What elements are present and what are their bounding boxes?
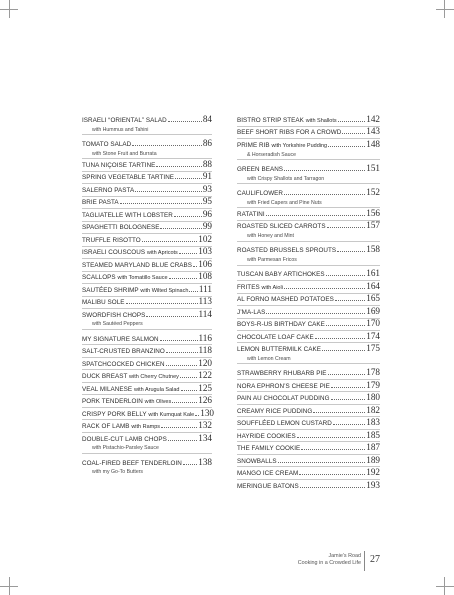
entry-title: COAL-FIRED BEEF TENDERLOIN (82, 459, 182, 467)
toc-entry (82, 309, 212, 329)
entry-page: 102 (198, 233, 212, 244)
entry-title-small: with Apricots (146, 250, 178, 257)
entry-page: 183 (366, 417, 380, 428)
entry-title-small: with Olives (144, 399, 172, 406)
crop-mark (0, 586, 18, 587)
entry-title: TUSCAN BABY ARTICHOKES (237, 271, 325, 279)
toc-entry (237, 281, 380, 293)
toc-entry (237, 367, 380, 379)
entry-title: GREEN BEANS (237, 165, 284, 173)
toc-entry (82, 296, 212, 308)
crop-mark (0, 9, 18, 10)
toc-entry (237, 442, 380, 454)
entry-title: DOUBLE-CUT LAMB CHOPS (82, 435, 167, 443)
entry-title: FRITES with Aioli (237, 283, 283, 291)
entry-title: THE FAMILY COOKIE (237, 445, 301, 453)
toc-entry (82, 370, 212, 382)
book-title-line1: Jamie’s Road (328, 553, 361, 559)
toc-entry (82, 333, 212, 345)
entry-title-small: with Kumquat Kale (148, 411, 195, 418)
entry-page: 170 (366, 318, 380, 329)
toc-entry (82, 345, 212, 357)
toc-entry (82, 221, 212, 233)
toc-left-column (82, 114, 215, 477)
entry-page: 151 (366, 162, 380, 173)
toc-entry (237, 331, 380, 343)
entry-title: J’MA-LAS (237, 308, 266, 316)
entry-title: ISRAELI COUSCOUS with Apricots (82, 249, 178, 257)
entry-title: BEEF SHORT RIBS FOR A CROWD (237, 129, 342, 137)
entry-page: 164 (366, 280, 380, 291)
entry-page: 93 (202, 183, 212, 194)
entry-page: 178 (366, 367, 380, 378)
entry-title: ROASTED BRUSSELS SPROUTS (237, 247, 337, 255)
entry-page: 189 (366, 454, 380, 465)
entry-title: RACK OF LAMB with Ramps (82, 423, 161, 431)
entry-title: TAGLIATELLE WITH LOBSTER (82, 211, 173, 219)
entry-title-small: with Cherry Chutney (129, 374, 179, 381)
entry-page: 88 (202, 158, 212, 169)
entry-page: 143 (366, 126, 380, 137)
toc-entry (237, 405, 380, 417)
entry-page: 180 (366, 392, 380, 403)
toc-entry (82, 138, 212, 158)
entry-page: 126 (198, 395, 212, 406)
entry-title: MANGO ICE CREAM (237, 470, 299, 478)
entry-page: 91 (202, 171, 212, 182)
entry-page: 185 (366, 429, 380, 440)
entry-subtitle: with Parmesan Fricos (247, 257, 297, 264)
entry-title: STRAWBERRY RHUBARB PIE (237, 370, 327, 378)
toc-entry (237, 163, 380, 183)
toc-entry (82, 196, 212, 208)
entry-title: TRUFFLE RISOTTO (82, 236, 141, 244)
toc-entry (237, 126, 380, 138)
entry-title: SPAGHETTI BOLOGNESE (82, 224, 160, 232)
toc-entry (237, 343, 380, 363)
entry-title: SNOWBALLS (237, 457, 277, 465)
toc-entry (82, 259, 212, 271)
entry-page: 148 (366, 138, 380, 149)
entry-title: TUNA NIÇOISE TARTINE (82, 161, 156, 169)
entry-title: SCALLOPS with Tomatillo Sauce (82, 274, 168, 282)
entry-title-small: with Ramps (131, 424, 161, 431)
entry-page: 161 (366, 268, 380, 279)
entry-page: 157 (366, 220, 380, 231)
toc-entry (82, 234, 212, 246)
entry-page: 130 (200, 407, 215, 418)
toc-entry (237, 467, 380, 479)
toc-entry (82, 171, 212, 183)
entry-page: 86 (202, 137, 212, 148)
toc-entry (237, 114, 380, 126)
entry-page: 156 (366, 207, 380, 218)
entry-title: HAYRIDE COOKIES (237, 432, 296, 440)
entry-title: CRISPY PORK BELLY with Kumquat Kale (82, 410, 195, 418)
toc-entry (82, 457, 212, 477)
toc-entry (237, 380, 380, 392)
toc-entry (237, 306, 380, 318)
entry-title: MY SIGNATURE SALMON (82, 335, 159, 343)
entry-title: ROASTED SLICED CARROTS (237, 223, 326, 231)
entry-title: SPRING VEGETABLE TARTINE (82, 174, 175, 182)
entry-subtitle: with Sautéed Peppers (92, 321, 143, 328)
entry-subtitle: & Horseradish Sauce (247, 151, 297, 158)
toc-entry (237, 392, 380, 404)
entry-title: STEAMED MARYLAND BLUE CRABS (82, 261, 193, 269)
toc-entry (237, 318, 380, 330)
toc-entry (82, 395, 212, 407)
page-footer (287, 551, 381, 571)
entry-title: VEAL MILANESE with Arugula Salad (82, 385, 180, 393)
footer-divider (364, 551, 365, 571)
entry-page: 192 (366, 467, 380, 478)
entry-page: 125 (198, 382, 212, 393)
entry-title: MERINGUE BATONS (237, 482, 299, 490)
entry-subtitle: with Fried Capers and Pine Nuts (247, 199, 322, 206)
entry-page: 103 (198, 246, 212, 257)
entry-page: 96 (202, 208, 212, 219)
entry-page: 182 (366, 404, 380, 415)
entry-title: LEMON BUTTERMILK CAKE (237, 346, 321, 354)
crop-mark (436, 586, 454, 587)
entry-title: CHOCOLATE LOAF CAKE (237, 333, 314, 341)
toc-entry (82, 184, 212, 196)
entry-title: SWORDFISH CHOPS (82, 311, 146, 319)
entry-title: ISRAELI “ORIENTAL” SALAD (82, 117, 167, 124)
entry-title: PORK TENDERLOIN with Olives (82, 398, 172, 406)
entry-page: 113 (198, 296, 212, 307)
toc-entry (237, 208, 380, 220)
toc-entry (82, 358, 212, 370)
toc-entry (82, 271, 212, 283)
entry-page: 114 (198, 308, 212, 319)
entry-title-small: with Wilted Spinach (140, 287, 189, 294)
entry-title: PAIN AU CHOCOLAT PUDDING (237, 395, 330, 403)
entry-title: SALERNO PASTA (82, 186, 135, 194)
entry-page: 118 (198, 345, 212, 356)
entry-page: 142 (366, 114, 380, 124)
entry-title: TOMATO SALAD (82, 140, 132, 148)
entry-page: 138 (198, 456, 212, 467)
toc-entry (237, 220, 380, 240)
toc-entry (237, 293, 380, 305)
toc-entry (237, 480, 380, 492)
entry-subtitle: with Stone Fruit and Burrata (92, 150, 157, 157)
entry-page: 122 (198, 370, 212, 381)
entry-page: 158 (366, 244, 380, 255)
toc-entry (237, 430, 380, 442)
entry-page: 152 (366, 186, 380, 197)
entry-page: 175 (366, 343, 380, 354)
entry-page: 120 (198, 357, 212, 368)
entry-subtitle: with Hummus and Tahini (92, 126, 149, 133)
entry-page: 116 (198, 332, 212, 343)
entry-page: 108 (198, 271, 212, 282)
entry-page: 174 (366, 330, 380, 341)
toc-entry (237, 244, 380, 264)
entry-title: PRIME RIB with Yorkshire Pudding (237, 141, 328, 149)
entry-title: NORA EPHRON’S CHEESE PIE (237, 382, 330, 390)
book-title-line2: Cooking in a Crowded Life (297, 560, 361, 566)
book-title (298, 553, 361, 567)
toc-entry (237, 139, 380, 159)
toc-entry (237, 455, 380, 467)
entry-page: 169 (366, 305, 380, 316)
entry-title-small: with Arugula Salad (133, 386, 180, 393)
entry-title-small: with Yorkshire Pudding (271, 142, 328, 149)
toc-entry (82, 159, 212, 171)
toc-entry (82, 209, 212, 221)
toc-entry (82, 407, 215, 420)
entry-title: DUCK BREAST with Cherry Chutney (82, 373, 179, 381)
entry-subtitle: with my Go-To Butters (92, 469, 144, 476)
toc-entry (237, 187, 380, 207)
entry-page: 165 (366, 293, 380, 304)
entry-page: 95 (202, 196, 212, 207)
entry-title: SALT-CRUSTED BRANZINO (82, 348, 165, 356)
entry-title: BRIE PASTA (82, 199, 119, 207)
entry-title: MALIBU SOLE (82, 299, 125, 307)
entry-subtitle: with Crispy Shallots and Tarragon (247, 175, 325, 182)
toc-entry (82, 383, 212, 395)
toc-right-column (237, 114, 380, 491)
entry-title: AL FORNO MASHED POTATOES (237, 296, 334, 304)
toc-entry (237, 417, 380, 429)
crop-mark (436, 9, 454, 10)
entry-subtitle: with Pistachio-Parsley Sauce (92, 445, 159, 452)
entry-page: 134 (198, 432, 212, 443)
toc-entry (82, 420, 212, 432)
entry-title: SPATCHCOCKED CHICKEN (82, 360, 165, 368)
entry-title: SAUTÉED SHRIMP with Wilted Spinach (82, 286, 189, 294)
entry-page: 187 (366, 442, 380, 453)
toc-entry (82, 284, 212, 296)
toc-entry (82, 114, 212, 134)
entry-page: 111 (198, 283, 212, 294)
toc-entry (82, 433, 212, 453)
toc-entry (237, 268, 380, 280)
entry-page: 99 (202, 221, 212, 232)
entry-title-small: with Tomatillo Sauce (117, 275, 168, 282)
entry-page: 132 (198, 420, 212, 431)
entry-title: SOUFFLÉED LEMON CUSTARD (237, 420, 332, 428)
entry-page: 193 (366, 479, 380, 490)
toc-entry (82, 246, 212, 258)
page-number: 27 (370, 554, 380, 565)
entry-subtitle: with Honey and Mint (247, 233, 294, 240)
entry-title: BISTRO STRIP STEAK with Shallots (237, 117, 337, 124)
entry-page: 106 (198, 258, 212, 269)
entry-title-small: with Shallots (305, 118, 337, 124)
entry-page: 179 (366, 379, 380, 390)
entry-title: RATATINI (237, 210, 265, 218)
entry-title-small: with Aioli (261, 284, 283, 291)
entry-subtitle: with Lemon Cream (247, 355, 291, 362)
entry-title: CAULIFLOWER (237, 189, 284, 197)
entry-title: BOYS-R-US BIRTHDAY CAKE (237, 321, 325, 329)
entry-title: CREAMY RICE PUDDING (237, 407, 313, 415)
entry-page: 84 (202, 114, 212, 124)
